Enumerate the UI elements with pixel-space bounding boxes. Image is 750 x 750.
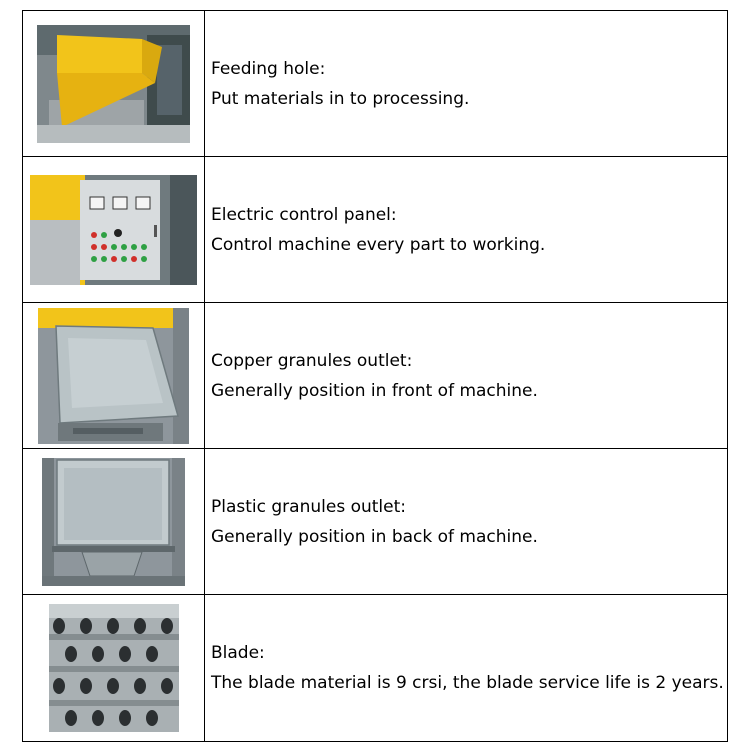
feature-title: Plastic granules outlet:	[211, 496, 406, 517]
blade-photo	[49, 604, 179, 732]
table-row	[23, 11, 728, 157]
image-cell	[23, 595, 205, 742]
description-cell	[205, 157, 728, 303]
table-row	[23, 157, 728, 303]
table-row	[23, 303, 728, 449]
feature-description: Generally position in front of machine.	[211, 380, 538, 401]
feeding-hole-photo	[37, 25, 190, 143]
feature-description: The blade material is 9 crsi, the blade service life is 2 years.	[211, 673, 724, 693]
description-cell	[205, 595, 728, 742]
plastic-outlet-photo	[42, 458, 185, 586]
description-cell	[205, 449, 728, 595]
feature-description: Generally position in back of machine.	[211, 526, 538, 547]
image-cell	[23, 157, 205, 303]
copper-outlet-photo	[38, 308, 189, 444]
image-cell	[23, 11, 205, 157]
feature-title: Feeding hole:	[211, 58, 326, 79]
control-panel-photo	[30, 175, 197, 285]
table-row	[23, 449, 728, 595]
feature-table	[22, 10, 728, 742]
feature-description: Control machine every part to working.	[211, 234, 546, 255]
description-cell	[205, 303, 728, 449]
image-cell	[23, 449, 205, 595]
feature-title: Blade:	[211, 643, 265, 663]
feature-title: Copper granules outlet:	[211, 350, 413, 371]
image-cell	[23, 303, 205, 449]
feature-description: Put materials in to processing.	[211, 88, 470, 109]
table-row	[23, 595, 728, 742]
description-cell	[205, 11, 728, 157]
feature-title: Electric control panel:	[211, 204, 397, 225]
